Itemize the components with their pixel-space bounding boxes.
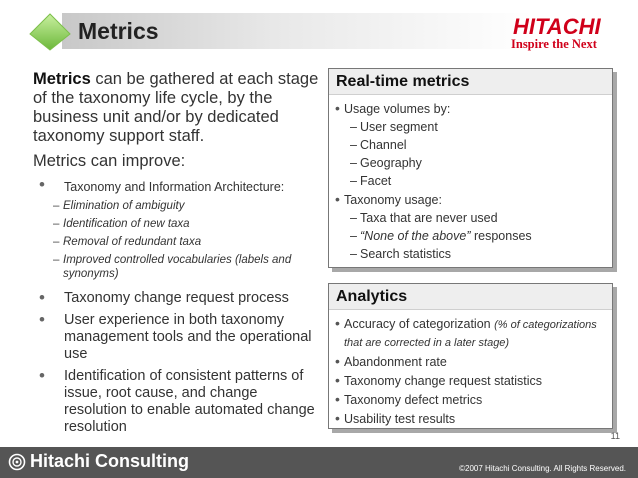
hitachi-tagline: Inspire the Next — [511, 37, 597, 51]
dash-icon: – — [350, 229, 357, 243]
copyright-text: ©2007 Hitachi Consulting. All Rights Reserved. — [459, 464, 626, 473]
sub-item-text: Elimination of ambiguity — [63, 200, 185, 212]
dash-icon: – — [53, 200, 60, 212]
sub-item-text: Taxa that are never used — [360, 211, 498, 225]
list-item — [33, 312, 323, 363]
dash-icon: – — [350, 156, 357, 170]
list-item — [33, 368, 323, 436]
bullet-icon: • — [335, 100, 340, 116]
page-title: Metrics — [78, 18, 159, 44]
dash-icon: – — [350, 247, 357, 261]
dash-icon: – — [53, 218, 60, 230]
footer-brand: Hitachi Consulting — [30, 451, 189, 471]
bullet-text: Taxonomy defect metrics — [344, 393, 483, 407]
bullet-text: Taxonomy and Information Architecture: — [64, 180, 285, 194]
sub-item-text: Identification of new taxa — [63, 218, 190, 230]
intro-bold: Metrics — [33, 70, 91, 88]
hitachi-consulting-logo-icon — [8, 453, 26, 471]
analytics-body — [329, 310, 612, 434]
analytics-heading: Analytics — [329, 284, 612, 310]
bullet-icon: • — [335, 353, 340, 369]
list-item — [335, 373, 606, 390]
sub-list-item — [335, 210, 606, 227]
list-item — [335, 392, 606, 409]
bullet-icon: • — [335, 391, 340, 407]
sub-item-text: Improved controlled vocabularies (labels and synonyms) — [63, 254, 292, 280]
sub-list-item — [33, 199, 323, 213]
left-column — [33, 70, 323, 436]
realtime-heading: Real-time metrics — [329, 69, 612, 95]
bullet-text: Abandonment rate — [344, 355, 447, 369]
bullet-icon: • — [335, 372, 340, 388]
bullet-text: Taxonomy change request process — [64, 290, 289, 306]
sub-list-item — [33, 235, 323, 249]
bullet-text: Taxonomy usage: — [344, 193, 442, 207]
sub-list-item — [335, 119, 606, 136]
improve-heading: Metrics can improve: — [33, 152, 186, 170]
bullet-icon: • — [335, 191, 340, 207]
dash-icon: – — [350, 211, 357, 225]
dash-icon: – — [53, 254, 60, 266]
realtime-metrics-box — [328, 68, 613, 268]
sub-list-item — [335, 228, 606, 245]
sub-item-text: Search statistics — [360, 247, 452, 261]
list-item — [335, 354, 606, 371]
sub-item-text: Channel — [360, 138, 407, 152]
list-item — [335, 192, 606, 209]
dash-icon: – — [350, 174, 357, 188]
sub-item-italic: “None of the above” — [360, 229, 471, 243]
bullet-text: Usability test results — [344, 412, 456, 426]
hitachi-logo: HITACHI — [513, 14, 601, 39]
bullet-text: User experience in both taxonomy management tools and the operational use — [64, 312, 312, 362]
bullet-text: Taxonomy change request statistics — [344, 374, 543, 388]
sub-list-item — [335, 155, 606, 172]
sub-item-text: Removal of redundant taxa — [63, 236, 202, 248]
bullet-text: Accuracy of categorization — [344, 317, 495, 331]
sub-list-item — [33, 253, 323, 281]
analytics-box — [328, 283, 613, 429]
bullet-icon: • — [39, 175, 45, 194]
sub-item-text: responses — [470, 229, 532, 243]
intro-text: can be gathered at each stage of the taxonomy life cycle, by the business unit and/or by dedicated taxonomy support staff. — [33, 70, 319, 145]
list-item — [335, 316, 606, 352]
bullet-icon: • — [39, 288, 45, 307]
green-triangle-icon — [28, 12, 72, 52]
sub-item-text: Geography — [360, 156, 422, 170]
list-item — [33, 175, 323, 195]
bullet-icon: • — [335, 315, 340, 331]
bullet-text: Identification of consistent patterns of issue, root cause, and change resolution to enable automated change resolution — [64, 368, 315, 435]
sub-item-text: User segment — [360, 120, 438, 134]
list-item — [335, 411, 606, 428]
list-item — [33, 290, 323, 307]
sub-list-item — [335, 246, 606, 263]
dash-icon: – — [350, 120, 357, 134]
sub-list-item — [335, 137, 606, 154]
bullet-icon: • — [39, 310, 45, 329]
bullet-text: Usage volumes by: — [344, 102, 451, 116]
realtime-body — [329, 95, 612, 269]
intro-paragraph — [33, 70, 323, 146]
bullet-icon: • — [335, 410, 340, 426]
bullet-note: (% of categorizations that are corrected in a later stage) — [344, 319, 597, 349]
dash-icon: – — [53, 236, 60, 248]
sub-list-item — [33, 217, 323, 231]
list-item — [335, 101, 606, 118]
page-number: 11 — [610, 431, 620, 441]
slide-header — [0, 0, 638, 58]
bullet-icon: • — [39, 366, 45, 385]
sub-list-item — [335, 173, 606, 190]
slide-footer — [0, 431, 638, 478]
dash-icon: – — [350, 138, 357, 152]
sub-item-text: Facet — [360, 174, 392, 188]
